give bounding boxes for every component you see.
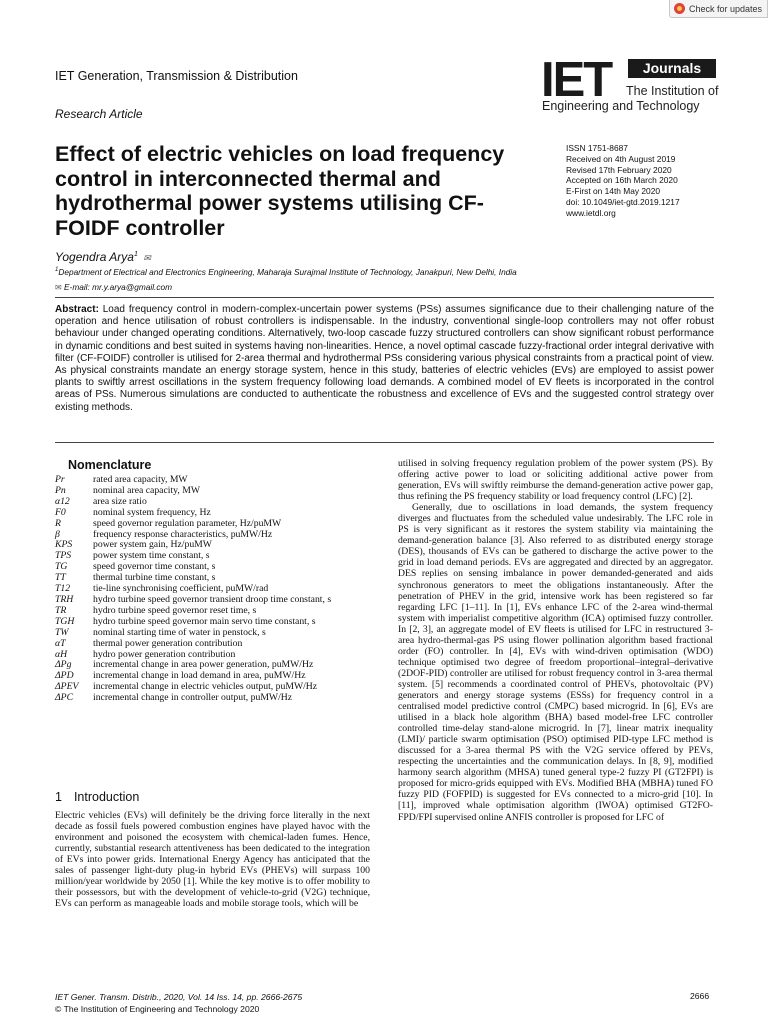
page-number: 2666 <box>690 991 710 1001</box>
envelope-icon: ✉ <box>55 283 62 292</box>
nomenclature-definition: incremental change in controller output, puMW/Hz <box>93 692 293 704</box>
logo-institution <box>542 84 720 114</box>
nomenclature-symbol: TG <box>55 561 68 573</box>
nomenclature-symbol: KPS <box>55 539 73 551</box>
nomenclature-symbol: TW <box>55 626 69 638</box>
journal-name: IET Generation, Transmission & Distribution <box>55 69 298 83</box>
paragraph: utilised in solving frequency regulation problem of the power system (PS). By offering active power to load or soliciting additional active power from generation, EVs will swiftly reimburse the demand-generation active power gap, thus refining the PS frequency stability or load frequency control (LFC) [2]. <box>398 458 713 503</box>
nomenclature-row <box>55 639 370 650</box>
nomenclature-definition: nominal area capacity, MW <box>93 484 200 496</box>
nomenclature-symbol: ΔPC <box>55 692 74 704</box>
crossmark-icon <box>674 3 685 14</box>
right-column <box>398 458 713 823</box>
nomenclature-symbol: Pn <box>55 484 66 496</box>
nomenclature-definition: incremental change in area power generation, puMW/Hz <box>93 659 314 671</box>
nomenclature-symbol: TPS <box>55 550 72 562</box>
section-number: 1 <box>55 790 62 804</box>
nomenclature-definition: power system gain, Hz/puMW <box>93 539 212 551</box>
divider <box>55 442 714 443</box>
footer <box>55 991 302 1015</box>
nomenclature-definition: thermal power generation contribution <box>93 637 243 649</box>
logo-mark: IET <box>541 53 612 107</box>
nomenclature-definition: nominal starting time of water in penstock, s <box>93 626 266 638</box>
affiliation-sup: 1 <box>55 267 59 274</box>
email <box>55 282 172 292</box>
article-metadata <box>566 143 736 219</box>
nomenclature-symbol: β <box>55 528 60 540</box>
nomenclature-definition: nominal system frequency, Hz <box>93 506 211 518</box>
meta-doi[interactable]: doi: 10.1049/iet-gtd.2019.1217 <box>566 196 680 207</box>
footer-copyright: © The Institution of Engineering and Technology 2020 <box>55 1004 260 1014</box>
divider <box>55 297 714 298</box>
nomenclature-title: Nomenclature <box>68 458 152 472</box>
meta-accepted: Accepted on 16th March 2020 <box>566 175 678 186</box>
nomenclature-definition: incremental change in load demand in area, puMW/Hz <box>93 670 306 682</box>
affiliation <box>55 267 517 277</box>
nomenclature-symbol: α12 <box>55 495 70 507</box>
nomenclature-symbol: TT <box>55 572 66 584</box>
nomenclature-symbol: T12 <box>55 583 71 595</box>
check-for-updates-label: Check for updates <box>689 3 763 14</box>
nomenclature-symbol: R <box>55 517 61 529</box>
section-heading <box>55 790 151 804</box>
nomenclature-symbol: TRH <box>55 593 74 605</box>
nomenclature-symbol: αT <box>55 637 66 649</box>
meta-received: Received on 4th August 2019 <box>566 153 676 164</box>
nomenclature-definition: rated area capacity, MW <box>93 474 188 485</box>
nomenclature-row <box>55 628 370 639</box>
abstract <box>55 304 714 414</box>
abstract-label: Abstract: <box>55 304 99 315</box>
nomenclature-symbol: TGH <box>55 615 75 627</box>
check-for-updates-button[interactable] <box>669 0 768 18</box>
nomenclature-definition: area size ratio <box>93 495 147 507</box>
nomenclature-definition: frequency response characteristics, puMW/Hz <box>93 528 273 540</box>
nomenclature-row <box>55 519 370 530</box>
nomenclature-definition: incremental change in electric vehicles output, puMW/Hz <box>93 681 318 693</box>
nomenclature-symbol: ΔPEV <box>55 681 79 693</box>
footer-citation: IET Gener. Transm. Distrib., 2020, Vol. 14 Iss. 14, pp. 2666-2675 <box>55 992 303 1002</box>
meta-efirst: E-First on 14th May 2020 <box>566 186 661 197</box>
nomenclature-row <box>55 508 370 519</box>
meta-website[interactable]: www.ietdl.org <box>566 207 616 218</box>
nomenclature-symbol: TR <box>55 604 67 616</box>
nomenclature-definition: hydro turbine speed governor reset time, s <box>93 604 257 616</box>
author-name: Yogendra Arya <box>55 250 134 264</box>
nomenclature-definition: power system time constant, s <box>93 550 210 562</box>
nomenclature-definition: tie-line synchronising coefficient, puMW/rad <box>93 583 269 595</box>
intro-paragraph: Electric vehicles (EVs) will definitely be the driving force literally in the next decade as fossil fuels powered combustion engines have played havoc with the environment and poisoned the ecosystem with chemical-laden fumes. Hence, currently, substantial research attentiveness has been dedicated to the integration of EVs into power grids. International Energy Agency has anticipated that the sales of passenger light-duty plug-in hybrid EVs (PHEVs) will surpass 100 million/year worldwide by 2050 [1]. While the key motive is to offer mobility to their possessors, but with the development of vehicle-to-grid (V2G) technique, EVs can perform as manageable loads and mobile storage tools, which will be <box>55 810 370 910</box>
paper-title: Effect of electric vehicles on load frequency control in interconnected thermal and hydrothermal power systems utilising CF-FOIDF controller <box>55 142 505 240</box>
section-title: Introduction <box>73 790 140 804</box>
meta-issn: ISSN 1751-8687 <box>566 143 628 153</box>
logo-line-1: The Institution of <box>626 84 719 98</box>
affiliation-text: Department of Electrical and Electronics Engineering, Maharaja Surajmal Institute of Technology, Janakpuri, New Delhi, India <box>58 267 517 277</box>
nomenclature-definition: hydro power generation contribution <box>93 648 236 660</box>
nomenclature-symbol: Pr <box>55 474 65 485</box>
abstract-text: Load frequency control in modern-complex-uncertain power systems (PSs) assumes significance due to their challenging nature of the operation and hence utilisation of robust controllers is indispensable. In the industry, conventional single-loop controllers may not offer robust behaviour under changed operating conditions. Alternatively, two-loop cascade fuzzy structured controllers can show significant robust performance in dynamic conditions and best suited in systems having non-linearities. Hence, a novel optimal cascade fuzzy-fractional order integral derivative with filter (CF-FOIDF) controller is utilised for 2-area thermal and hydrothermal PSs considering various physical constraints from a practical point of view. As physical constraints mandate an energy storage system, hence in this study, batteries of electric vehicles (EVs) are employed to assist power plants to swiftly arrest oscillations in the system frequency following load demands. A combined model of EV fleets is incorporated in the control areas of PSs. Numerous simulations are conducted to authenticate the robustness and excellence of EVs and the suggested control strategy over existing methods. <box>55 304 714 413</box>
nomenclature-definition: hydro turbine speed governor transient droop time constant, s <box>93 593 332 605</box>
iet-journals-logo <box>541 53 719 120</box>
nomenclature-definition: thermal turbine time constant, s <box>93 572 216 584</box>
author-sup: 1 <box>133 251 138 258</box>
logo-line-2: Engineering and Technology <box>542 99 700 113</box>
author <box>55 250 151 264</box>
nomenclature-symbol: ΔPg <box>55 659 72 671</box>
nomenclature-symbol: F0 <box>55 506 66 518</box>
nomenclature-definition: hydro turbine speed governor main servo time constant, s <box>93 615 316 627</box>
meta-revised: Revised 17th February 2020 <box>566 164 672 175</box>
nomenclature-row <box>55 693 370 704</box>
nomenclature-definition: speed governor regulation parameter, Hz/puMW <box>93 517 282 529</box>
logo-journals-label: Journals <box>628 59 716 78</box>
email-text[interactable]: E-mail: mr.y.arya@gmail.com <box>64 282 173 292</box>
paragraph: Generally, due to oscillations in load demands, the system frequency diverges and fluctuates from the scheduled value undesirably. The LFC role in PS is very significant as it restores the system stability via maintaining the demand-generation balance [3]. Also referred to as distributed energy storage (DES), thousands of EVs can be gathered to discharge the active power to the grid in load demand periods. EVs are aggregated and directed by an aggregator. DES replies on sensing imbalance in power demanded-generated and aids synchronous generators to meet the obligations instantaneously. After the penetration of PHEV in the grid, intensive work has been registered so far regarding LFC [1–11]. In [1], EVs enhance LFC of the 2-area wind-thermal system with imperialist competitive algorithm (ICA) optimised fuzzy controller. In [2, 3], an aggregate model of EV fleets is utilised for LFC in restructured 3-area hydro-thermal-gas PS using flower pollination algorithm based fractional order (FO) controller. In [4], EVs with wind-driven optimisation (WDO) technique optimised two degree of freedom proportional–integral–derivative (2DOF-PID) controller are utilised for robust frequency control in 3-area thermal system. [5] recommends a coordinated control of PHEVs, photovoltaic (PV) generators and energy storage systems (ESSs) for frequency control in a centralised model predictive control (CMPC) based microgrid. In [6], EVs are utilised in a black hole algorithm (BHA) based model-free LFC controller controlled time-delay stand-alone microgrid. In [7], linear matrix inequality (LMI)/ particle swarm optimisation (PSO) optimised PID-type LFC method is discussed for a 3-area thermal PS with the V2G service offered by PEVs, respecting the uncertainties and the communication delays. In [8, 9], modified harmony search algorithm (MHSA) tuned general type-2 fuzzy PI (GT2FPI) is proposed for micro-grids equipped with EVs. Modified BHA (MBHA) tuned FO fuzzy PID (FOFPID) is suggested for EVs connected to a micro-grid [10]. In [11], improved whale optimisation algorithm (IWOA) optimised GT2FO-FPD/FPI supervised online ANFIS controller is proposed for LFC of <box>398 502 713 823</box>
article-type: Research Article <box>55 107 143 121</box>
envelope-icon: ✉ <box>143 253 151 263</box>
nomenclature-symbol: ΔPD <box>55 670 74 682</box>
nomenclature-list <box>55 475 370 704</box>
nomenclature-symbol: αH <box>55 648 68 660</box>
nomenclature-definition: speed governor time constant, s <box>93 561 216 573</box>
